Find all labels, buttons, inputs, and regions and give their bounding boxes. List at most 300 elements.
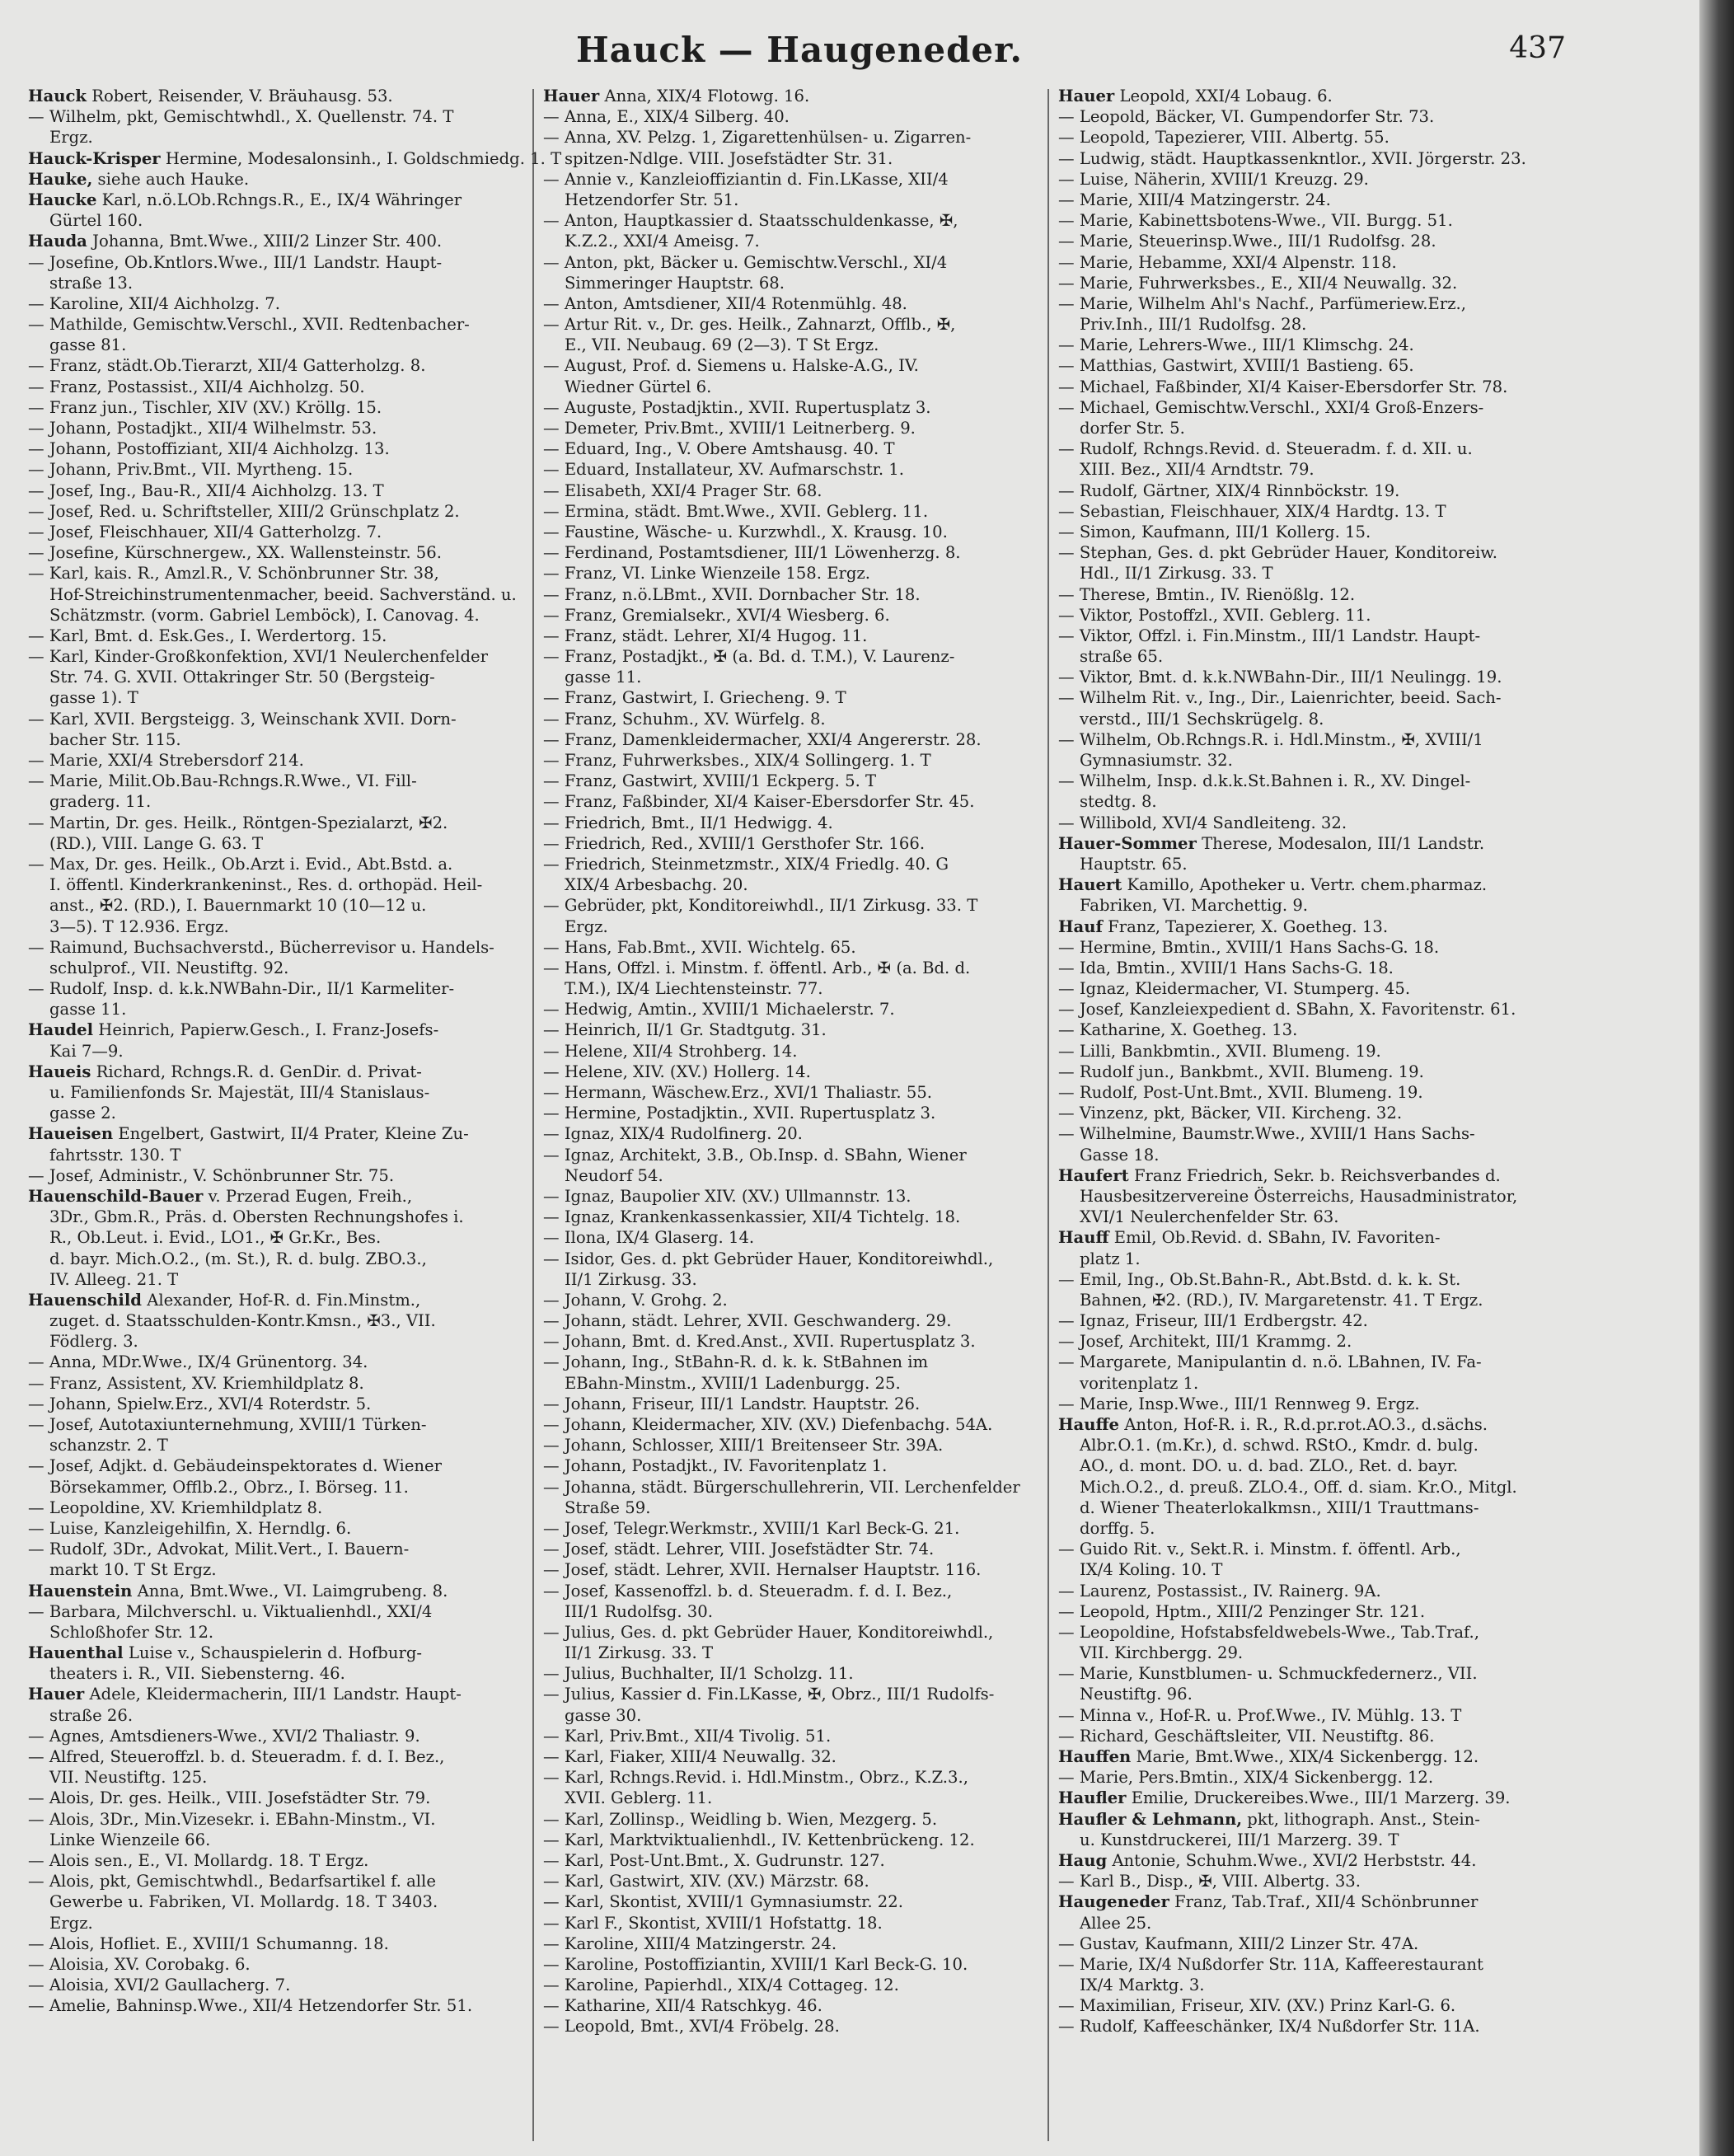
- entry-text: — Johann, Postadjkt., IV. Favoritenplatz 1.: [543, 1456, 888, 1476]
- entry-text: — Karl, kais. R., Amzl.R., V. Schönbrunner Str. 38,: [28, 564, 439, 584]
- entry-text: voritenplatz 1.: [1080, 1373, 1199, 1393]
- entry-text: — Luise, Näherin, XVIII/1 Kreuzg. 29.: [1058, 169, 1369, 189]
- directory-entry: [28, 459, 521, 480]
- entry-text: schulprof., VII. Neustiftg. 92.: [49, 958, 289, 977]
- directory-entry: [28, 397, 521, 418]
- entry-text: — Rudolf, 3Dr., Advokat, Milit.Vert., I. Bauern-: [28, 1540, 410, 1559]
- directory-entry: [543, 874, 1036, 895]
- directory-entry: [543, 1663, 1036, 1684]
- directory-entry: [543, 1643, 1036, 1663]
- directory-entry: [1058, 1871, 1551, 1891]
- surname-heading: Hauf: [1058, 916, 1103, 936]
- directory-entry: [1058, 1995, 1551, 2016]
- entry-text: — Michael, Gemischtw.Verschl., XXI/4 Groß-Enzers-: [1058, 397, 1484, 417]
- entry-text: Emilie, Druckereibes.Wwe., III/1 Marzerg. 39.: [1126, 1788, 1511, 1808]
- entry-text: E., VII. Neubaug. 69 (2—3). T St Ergz.: [565, 335, 879, 355]
- directory-entry: [543, 252, 1036, 273]
- surname-heading: Hauffe: [1058, 1415, 1120, 1434]
- directory-entry: [543, 937, 1036, 958]
- directory-column-3: [1058, 86, 1551, 2037]
- entry-text: — Johann, Friseur, III/1 Landstr. Hauptstr. 26.: [543, 1394, 921, 1413]
- entry-text: — Therese, Bmtin., IV. Rienößlg. 12.: [1058, 584, 1356, 604]
- directory-entry: [1058, 709, 1551, 729]
- directory-entry: [543, 542, 1036, 563]
- entry-text: gasse 11.: [49, 1000, 127, 1019]
- entry-text: d. bayr. Mich.O.2., (m. St.), R. d. bulg. ZBO.3.,: [49, 1249, 427, 1268]
- surname-heading: Hauert: [1058, 875, 1122, 895]
- entry-text: — Johann, Priv.Bmt., VII. Myrtheng. 15.: [28, 460, 354, 480]
- entry-text: — Hans, Fab.Bmt., XVII. Wichtelg. 65.: [543, 937, 856, 957]
- directory-entry: [1058, 459, 1551, 480]
- directory-entry: [1058, 1518, 1551, 1539]
- entry-text: Franz, Tab.Traf., XII/4 Schönbrunner: [1169, 1892, 1479, 1912]
- entry-text: Luise v., Schauspielerin d. Hofburg-: [123, 1643, 422, 1663]
- entry-text: — Ignaz, Architekt, 3.B., Ob.Insp. d. SBahn, Wiener: [543, 1145, 967, 1165]
- entry-text: — Johann, Postoffiziant, XII/4 Aichholzg. 13.: [28, 439, 390, 459]
- directory-entry: [1058, 1269, 1551, 1290]
- directory-entry: [543, 1767, 1036, 1788]
- entry-text: — Alois, Hofliet. E., XVIII/1 Schumanng. 18.: [28, 1933, 389, 1953]
- directory-entry: [1058, 252, 1551, 273]
- entry-text: — Alois sen., E., VI. Mollardg. 18. T Ergz.: [28, 1850, 369, 1870]
- surname-heading: Hauenstein: [28, 1581, 133, 1601]
- entry-text: — Anton, pkt, Bäcker u. Gemischtw.Verschl., XI/4: [543, 252, 948, 272]
- entry-text: IX/4 Koling. 10. T: [1080, 1560, 1223, 1580]
- entry-text: — Ignaz, Kleidermacher, VI. Stumperg. 45.: [1058, 979, 1411, 999]
- entry-text: — Raimund, Buchsachverstd., Bücherrevisor u. Handels-: [28, 937, 494, 957]
- directory-entry: [28, 813, 521, 833]
- directory-entry: [28, 895, 521, 916]
- entry-text: — Anna, MDr.Wwe., IX/4 Grünentorg. 34.: [28, 1352, 368, 1372]
- entry-text: — Josef, städt. Lehrer, VIII. Josefstädter Str. 74.: [543, 1540, 935, 1559]
- entry-text: — Johann, städt. Lehrer, XVII. Geschwanderg. 29.: [543, 1311, 952, 1331]
- entry-text: — Franz, Damenkleidermacher, XXI/4 Angererstr. 28.: [543, 729, 982, 749]
- entry-text: — Mathilde, Gemischtw.Verschl., XVII. Redtenbacher-: [28, 315, 470, 335]
- entry-text: XIX/4 Arbesbachg. 20.: [565, 875, 748, 895]
- directory-entry: [543, 1414, 1036, 1435]
- directory-entry: [543, 273, 1036, 293]
- directory-entry: [543, 1539, 1036, 1559]
- entry-text: — Franz, Assistent, XV. Kriemhildplatz 8.: [28, 1373, 364, 1393]
- entry-text: — Franz, Schuhm., XV. Würfelg. 8.: [543, 709, 826, 729]
- entry-text: zuget. d. Staatsschulden-Kontr.Kmsn., ✠3., VII.: [49, 1311, 436, 1331]
- directory-entry: [543, 501, 1036, 522]
- entry-text: — Marie, Kunstblumen- u. Schmuckfedernerz., VII.: [1058, 1664, 1478, 1684]
- entry-text: — Aloisia, XV. Corobakg. 6.: [28, 1954, 251, 1974]
- entry-text: — Anna, E., XIX/4 Silberg. 40.: [543, 107, 790, 127]
- entry-text: — Martin, Dr. ges. Heilk., Röntgen-Spezialarzt, ✠2.: [28, 813, 448, 832]
- directory-entry: [543, 1455, 1036, 1476]
- surname-heading: Haufler: [1058, 1788, 1127, 1808]
- surname-heading: Hauffen: [1058, 1747, 1132, 1766]
- entry-text: platz 1.: [1080, 1249, 1141, 1268]
- directory-entry: [1058, 1019, 1551, 1040]
- entry-text: Ergz.: [49, 1913, 93, 1933]
- directory-entry: [28, 1165, 521, 1186]
- entry-text: Straße 59.: [565, 1497, 651, 1517]
- entry-text: — Marie, Steuerinsp.Wwe., III/1 Rudolfsg. 28.: [1058, 232, 1436, 251]
- entry-text: — Karl, Zollinsp., Weidling b. Wien, Mezgerg. 5.: [543, 1809, 938, 1829]
- directory-entry: [543, 729, 1036, 750]
- directory-entry: [543, 750, 1036, 771]
- directory-entry: [1058, 1331, 1551, 1352]
- entry-text: — Ermina, städt. Bmt.Wwe., XVII. Geblerg. 11.: [543, 501, 929, 521]
- directory-entry: [543, 459, 1036, 480]
- directory-entry: [1058, 1103, 1551, 1123]
- entry-text: — Josef, Red. u. Schriftsteller, XIII/2 Grünschplatz 2.: [28, 501, 460, 521]
- entry-text: — Franz, VI. Linke Wienzeile 158. Ergz.: [543, 564, 870, 584]
- entry-text: — Franz jun., Tischler, XIV (XV.) Kröllg. 15.: [28, 397, 382, 417]
- entry-text: — Max, Dr. ges. Heilk., Ob.Arzt i. Evid., Abt.Bstd. a.: [28, 854, 453, 874]
- directory-entry: [543, 1746, 1036, 1767]
- directory-entry: [1058, 729, 1551, 750]
- entry-text: — Luise, Kanzleigehilfin, X. Herndlg. 6.: [28, 1518, 352, 1538]
- directory-entry: [1058, 231, 1551, 251]
- directory-entry: [28, 605, 521, 626]
- surname-heading: Hauke,: [28, 169, 93, 189]
- entry-text: — Alois, Dr. ges. Heilk., VIII. Josefstädter Str. 79.: [28, 1788, 431, 1808]
- directory-entry: [28, 1746, 521, 1767]
- surname-heading: Hauff: [1058, 1228, 1109, 1248]
- entry-text: gasse 2.: [49, 1104, 116, 1123]
- directory-entry: [543, 1165, 1036, 1186]
- entry-text: — Karl, Bmt. d. Esk.Ges., I. Werdertorg. 15.: [28, 626, 387, 645]
- entry-text: (RD.), VIII. Lange G. 63. T: [49, 833, 264, 853]
- entry-text: — Julius, Buchhalter, II/1 Scholzg. 11.: [543, 1664, 854, 1684]
- directory-entry: [28, 1830, 521, 1850]
- entry-text: Franz, Tapezierer, X. Goetheg. 13.: [1102, 916, 1389, 936]
- entry-text: IX/4 Marktg. 3.: [1080, 1976, 1205, 1995]
- entry-text: XIII. Bez., XII/4 Arndtstr. 79.: [1080, 460, 1315, 480]
- directory-entry: [543, 1249, 1036, 1269]
- entry-text: — Wilhelm Rit. v., Ing., Dir., Laienrichter, beeid. Sach-: [1058, 688, 1502, 708]
- directory-entry: [1058, 190, 1551, 210]
- directory-entry: [543, 355, 1036, 376]
- entry-text: Johanna, Bmt.Wwe., XIII/2 Linzer Str. 400.: [87, 232, 443, 251]
- entry-text: Anton, Hof-R. i. R., R.d.pr.rot.AO.3., d.sächs.: [1119, 1415, 1488, 1434]
- entry-text: — Hermine, Postadjktin., XVII. Rupertusplatz 3.: [543, 1104, 936, 1123]
- directory-entry: [1058, 501, 1551, 522]
- entry-text: — Josef, Telegr.Werkmstr., XVIII/1 Karl Beck-G. 21.: [543, 1518, 960, 1538]
- directory-entry: [1058, 1394, 1551, 1414]
- directory-entry: [543, 1394, 1036, 1414]
- entry-text: — Alfred, Steueroffzl. b. d. Steueradm. f. d. I. Bez.,: [28, 1747, 445, 1766]
- entry-text: gasse 11.: [565, 668, 642, 687]
- surname-heading: Hauenschild-Bauer: [28, 1186, 204, 1206]
- directory-entry: [543, 1145, 1036, 1165]
- directory-entry: [28, 1601, 521, 1622]
- directory-heading-entry: [28, 231, 521, 251]
- entry-text: — Alois, pkt, Gemischtwhdl., Bedarfsartikel f. alle: [28, 1872, 436, 1891]
- entry-text: XVII. Geblerg. 11.: [565, 1788, 713, 1808]
- entry-text: Linke Wienzeile 66.: [49, 1830, 211, 1849]
- entry-text: — Josef, Kassenoffzl. b. d. Steueradm. f. d. I. Bez.,: [543, 1581, 953, 1601]
- page-title: Hauck — Haugeneder.: [575, 30, 1024, 70]
- directory-entry: [543, 1913, 1036, 1933]
- directory-entry: [543, 1559, 1036, 1580]
- directory-entry: [543, 771, 1036, 791]
- directory-entry: [28, 1435, 521, 1455]
- directory-entry: [1058, 1933, 1551, 1954]
- entry-text: — Josef, Autotaxiunternehmung, XVIII/1 Türken-: [28, 1415, 427, 1434]
- entry-text: — Karl, Priv.Bmt., XII/4 Tivolig. 51.: [543, 1726, 832, 1746]
- directory-column-1: [28, 86, 562, 2016]
- entry-text: Simmeringer Hauptstr. 68.: [565, 273, 785, 293]
- surname-heading: Haufert: [1058, 1165, 1129, 1185]
- surname-heading: Hauer: [543, 87, 600, 105]
- directory-entry: [1058, 667, 1551, 687]
- entry-text: verstd., III/1 Sechskrügelg. 8.: [1080, 709, 1324, 729]
- entry-text: — Emil, Ing., Ob.St.Bahn-R., Abt.Bstd. d. k. k. St.: [1058, 1269, 1461, 1289]
- entry-text: stedtg. 8.: [1080, 792, 1157, 812]
- entry-text: straße 65.: [1080, 647, 1164, 667]
- entry-text: — Franz, Gremialsekr., XVI/4 Wiesberg. 6.: [543, 605, 890, 625]
- directory-entry: [1058, 1373, 1551, 1394]
- entry-text: — Hermine, Bmtin., XVIII/1 Hans Sachs-G. 18.: [1058, 937, 1440, 957]
- directory-entry: [1058, 1207, 1551, 1227]
- entry-text: Albr.O.1. (m.Kr.), d. schwd. RStO., Kmdr. d. bulg.: [1080, 1436, 1479, 1455]
- entry-text: — Annie v., Kanzleioffiziantin d. Fin.LKasse, XII/4: [543, 169, 949, 189]
- directory-entry: [543, 1019, 1036, 1040]
- directory-entry: [543, 1954, 1036, 1975]
- entry-text: Neudorf 54.: [565, 1165, 663, 1185]
- entry-text: I. öffentl. Kinderkrankeninst., Res. d. orthopäd. Heil-: [49, 875, 483, 895]
- entry-text: — Josefine, Ob.Kntlors.Wwe., III/1 Landstr. Haupt-: [28, 252, 443, 272]
- entry-text: — Franz, städt. Lehrer, XI/4 Hugog. 11.: [543, 626, 868, 645]
- entry-text: Leopold, XXI/4 Lobaug. 6.: [1114, 87, 1333, 105]
- entry-text: — Franz, Faßbinder, XI/4 Kaiser-Ebersdorfer Str. 45.: [543, 792, 975, 812]
- directory-entry: [28, 252, 521, 273]
- entry-text: — Gebrüder, pkt, Konditoreiwhdl., II/1 Zirkusg. 33. T: [543, 896, 978, 916]
- entry-text: — Leopoldine, XV. Kriemhildplatz 8.: [28, 1497, 323, 1517]
- surname-heading: Hauenthal: [28, 1643, 124, 1663]
- directory-entry: [543, 1850, 1036, 1871]
- directory-entry: [543, 1622, 1036, 1643]
- entry-text: Gymnasiumstr. 32.: [1080, 751, 1233, 770]
- directory-entry: [28, 854, 521, 874]
- directory-entry: [543, 687, 1036, 708]
- directory-entry: [1058, 480, 1551, 501]
- directory-entry: [543, 335, 1036, 355]
- directory-entry: [28, 626, 521, 646]
- directory-entry: [1058, 293, 1551, 314]
- entry-text: Alexander, Hof-R. d. Fin.Minstm.,: [141, 1290, 421, 1310]
- entry-text: — Vinzenz, pkt, Bäcker, VII. Kircheng. 32.: [1058, 1104, 1403, 1123]
- directory-entry: [28, 1975, 521, 1995]
- directory-entry: [28, 1933, 521, 1954]
- directory-entry: [28, 729, 521, 750]
- directory-entry: [543, 1352, 1036, 1372]
- surname-heading: Haudel: [28, 1020, 94, 1040]
- directory-entry: [28, 1455, 521, 1476]
- entry-text: Gasse 18.: [1080, 1145, 1160, 1165]
- directory-entry: [28, 791, 521, 812]
- surname-heading: Hauda: [28, 232, 87, 251]
- directory-heading-entry: [28, 169, 521, 190]
- entry-text: — Hermann, Wäschew.Erz., XVI/1 Thaliastr. 55.: [543, 1083, 933, 1102]
- directory-entry: [543, 438, 1036, 459]
- entry-text: — Marie, Kabinettsbotens-Wwe., VII. Burgg. 51.: [1058, 211, 1453, 231]
- entry-text: — Julius, Kassier d. Fin.LKasse, ✠, Obrz., III/1 Rudolfs-: [543, 1685, 995, 1704]
- entry-text: — Gustav, Kaufmann, XIII/2 Linzer Str. 47A.: [1058, 1933, 1419, 1953]
- entry-text: — Alois, 3Dr., Min.Vizesekr. i. EBahn-Minstm., VI.: [28, 1809, 436, 1829]
- entry-text: Wiedner Gürtel 6.: [565, 377, 712, 396]
- directory-entry: [1058, 1954, 1551, 1975]
- entry-text: — Demeter, Priv.Bmt., XVIII/1 Leitnerberg. 9.: [543, 419, 916, 438]
- directory-entry: [1058, 1601, 1551, 1622]
- directory-entry: [1058, 1705, 1551, 1726]
- directory-entry: [1058, 1767, 1551, 1788]
- directory-entry: [1058, 1830, 1551, 1850]
- directory-entry: [28, 1726, 521, 1746]
- directory-entry: [28, 958, 521, 978]
- entry-text: — Eduard, Ing., V. Obere Amtshausg. 40. T: [543, 439, 895, 459]
- directory-entry: [28, 1227, 521, 1248]
- directory-heading-entry: [28, 190, 521, 210]
- entry-text: Gürtel 160.: [49, 211, 143, 231]
- entry-text: — Franz, städt.Ob.Tierarzt, XII/4 Gatterholzg. 8.: [28, 356, 426, 376]
- entry-text: — Marie, XIII/4 Matzingerstr. 24.: [1058, 190, 1331, 209]
- entry-text: — Auguste, Postadjktin., XVII. Rupertusplatz 3.: [543, 397, 931, 417]
- entry-text: — Josef, Kanzleiexpedient d. SBahn, X. Favoritenstr. 61.: [1058, 1000, 1516, 1019]
- entry-text: Gewerbe u. Fabriken, VI. Mollardg. 18. T 3403.: [49, 1892, 438, 1912]
- directory-entry: [543, 1891, 1036, 1912]
- directory-entry: [28, 1809, 521, 1830]
- entry-text: Emil, Ob.Revid. d. SBahn, IV. Favoriten-: [1108, 1228, 1441, 1248]
- entry-text: — August, Prof. d. Siemens u. Halske-A.G., IV.: [543, 356, 919, 376]
- entry-text: Neustiftg. 96.: [1080, 1685, 1193, 1704]
- directory-entry: [28, 709, 521, 729]
- entry-text: straße 13.: [49, 273, 134, 293]
- directory-entry: [543, 293, 1036, 314]
- directory-heading-entry: [1058, 1746, 1551, 1767]
- entry-text: gasse 1). T: [49, 688, 138, 708]
- directory-entry: [543, 833, 1036, 854]
- directory-entry: [1058, 584, 1551, 605]
- entry-text: — Franz, Fuhrwerksbes., XIX/4 Sollingerg. 1. T: [543, 751, 931, 770]
- entry-text: Franz Friedrich, Sekr. b. Reichsverbandes d.: [1128, 1165, 1501, 1185]
- directory-heading-entry: [28, 1062, 521, 1082]
- directory-entry: [543, 169, 1036, 190]
- entry-text: — Elisabeth, XXI/4 Prager Str. 68.: [543, 480, 822, 500]
- entry-text: — Anton, Amtsdiener, XII/4 Rotenmühlg. 48.: [543, 293, 907, 313]
- directory-heading-entry: [28, 1186, 521, 1207]
- directory-entry: [543, 480, 1036, 501]
- entry-text: u. Kunstdruckerei, III/1 Marzerg. 39. T: [1080, 1830, 1399, 1849]
- page-number: 437: [1509, 31, 1566, 65]
- entry-text: Priv.Inh., III/1 Rudolfsg. 28.: [1080, 315, 1307, 335]
- directory-entry: [543, 1103, 1036, 1123]
- directory-entry: [543, 377, 1036, 397]
- directory-entry: [1058, 148, 1551, 169]
- directory-entry: [28, 377, 521, 397]
- entry-text: — Karoline, XII/4 Aichholzg. 7.: [28, 293, 280, 313]
- entry-text: — Karoline, Postoffiziantin, XVIII/1 Karl Beck-G. 10.: [543, 1954, 968, 1974]
- directory-entry: [28, 522, 521, 542]
- directory-entry: [543, 106, 1036, 127]
- directory-entry: [543, 1435, 1036, 1455]
- entry-text: Schloßhofer Str. 12.: [49, 1622, 214, 1642]
- entry-text: — Johann, Postadjkt., XII/4 Wilhelmstr. 53.: [28, 419, 377, 438]
- directory-entry: [543, 1041, 1036, 1062]
- entry-text: — Maximilian, Friseur, XIV. (XV.) Prinz Karl-G. 6.: [1058, 1996, 1456, 2016]
- directory-entry: [1058, 1249, 1551, 1269]
- entry-text: — Leopoldine, Hofstabsfeldwebels-Wwe., Tab.Traf.,: [1058, 1622, 1480, 1642]
- directory-entry: [543, 626, 1036, 646]
- entry-text: — Willibold, XVI/4 Sandleiteng. 32.: [1058, 813, 1347, 832]
- entry-text: — Katharine, X. Goetheg. 13.: [1058, 1020, 1298, 1040]
- surname-heading: Hauck: [28, 87, 87, 105]
- entry-text: — Marie, Pers.Bmtin., XIX/4 Sickenbergg. 12.: [1058, 1768, 1434, 1788]
- entry-text: — Marie, XXI/4 Strebersdorf 214.: [28, 751, 304, 770]
- surname-heading: Haufler & Lehmann,: [1058, 1809, 1243, 1829]
- entry-text: v. Przerad Eugen, Freih.,: [203, 1186, 413, 1206]
- directory-entry: [28, 210, 521, 231]
- entry-text: — Karl, Post-Unt.Bmt., X. Gudrunstr. 127.: [543, 1850, 885, 1870]
- entry-text: Adele, Kleidermacherin, III/1 Landstr. Haupt-: [84, 1685, 462, 1704]
- entry-text: graderg. 11.: [49, 792, 152, 812]
- directory-entry: [1058, 1663, 1551, 1684]
- entry-text: — Josefine, Kürschnergew., XX. Wallensteinstr. 56.: [28, 543, 442, 563]
- directory-entry: [28, 1788, 521, 1808]
- directory-entry: [1058, 958, 1551, 978]
- entry-text: — Karl F., Skontist, XVIII/1 Hofstattg. 18.: [543, 1913, 883, 1933]
- directory-entry: [1058, 771, 1551, 791]
- entry-text: — Agnes, Amtsdieners-Wwe., XVI/2 Thaliastr. 9.: [28, 1726, 420, 1746]
- entry-text: — Hans, Offzl. i. Minstm. f. öffentl. Arb., ✠ (a. Bd. d.: [543, 958, 971, 977]
- directory-entry: [1058, 646, 1551, 667]
- entry-text: Anna, Bmt.Wwe., VI. Laimgrubeng. 8.: [132, 1581, 448, 1601]
- surname-heading: Haucke: [28, 190, 97, 209]
- directory-entry: [28, 1497, 521, 1518]
- entry-text: Engelbert, Gastwirt, II/4 Prater, Kleine Zu-: [113, 1124, 469, 1144]
- entry-text: — Viktor, Postoffzl., XVII. Geblerg. 11.: [1058, 605, 1371, 625]
- entry-text: markt 10. T St Ergz.: [49, 1560, 217, 1580]
- entry-text: u. Familienfonds Sr. Majestät, III/4 Stanislaus-: [49, 1083, 430, 1102]
- directory-entry: [543, 1062, 1036, 1082]
- entry-text: — Viktor, Bmt. d. k.k.NWBahn-Dir., III/1 Neulingg. 19.: [1058, 668, 1502, 687]
- entry-text: — Johann, Kleidermacher, XIV. (XV.) Diefenbachg. 54A.: [543, 1415, 993, 1434]
- directory-entry: [1058, 418, 1551, 438]
- directory-entry: [28, 1310, 521, 1331]
- entry-text: — Wilhelmine, Baumstr.Wwe., XVIII/1 Hans Sachs-: [1058, 1124, 1475, 1144]
- directory-entry: [543, 1477, 1036, 1497]
- entry-text: — Franz, Postadjkt., ✠ (a. Bd. d. T.M.), V. Laurenz-: [543, 647, 955, 667]
- directory-entry: [1058, 314, 1551, 335]
- directory-entry: [1058, 1477, 1551, 1497]
- directory-entry: [543, 1227, 1036, 1248]
- entry-text: — Marie, Lehrers-Wwe., III/1 Klimschg. 24.: [1058, 335, 1414, 355]
- directory-entry: [543, 314, 1036, 335]
- directory-entry: [28, 1394, 521, 1414]
- entry-text: — Lilli, Bankbmtin., XVII. Blumeng. 19.: [1058, 1041, 1381, 1061]
- directory-entry: [28, 418, 521, 438]
- directory-entry: [1058, 854, 1551, 874]
- directory-entry: [28, 335, 521, 355]
- directory-heading-entry: [28, 1581, 521, 1601]
- entry-text: II/1 Zirkusg. 33.: [565, 1269, 697, 1289]
- directory-entry: [28, 584, 521, 605]
- entry-text: — Karl B., Disp., ✠, VIII. Albertg. 33.: [1058, 1872, 1361, 1891]
- directory-entry: [1058, 1975, 1551, 1995]
- surname-heading: Haueisen: [28, 1124, 114, 1144]
- entry-text: — Simon, Kaufmann, III/1 Kollerg. 15.: [1058, 522, 1371, 541]
- directory-entry: [28, 937, 521, 958]
- entry-text: — Johann, Ing., StBahn-R. d. k. k. StBahnen im: [543, 1352, 929, 1372]
- directory-entry: [1058, 169, 1551, 190]
- entry-text: Hof-Streichinstrumentenmacher, beeid. Sachverständ. u.: [49, 584, 517, 604]
- directory-entry: [543, 584, 1036, 605]
